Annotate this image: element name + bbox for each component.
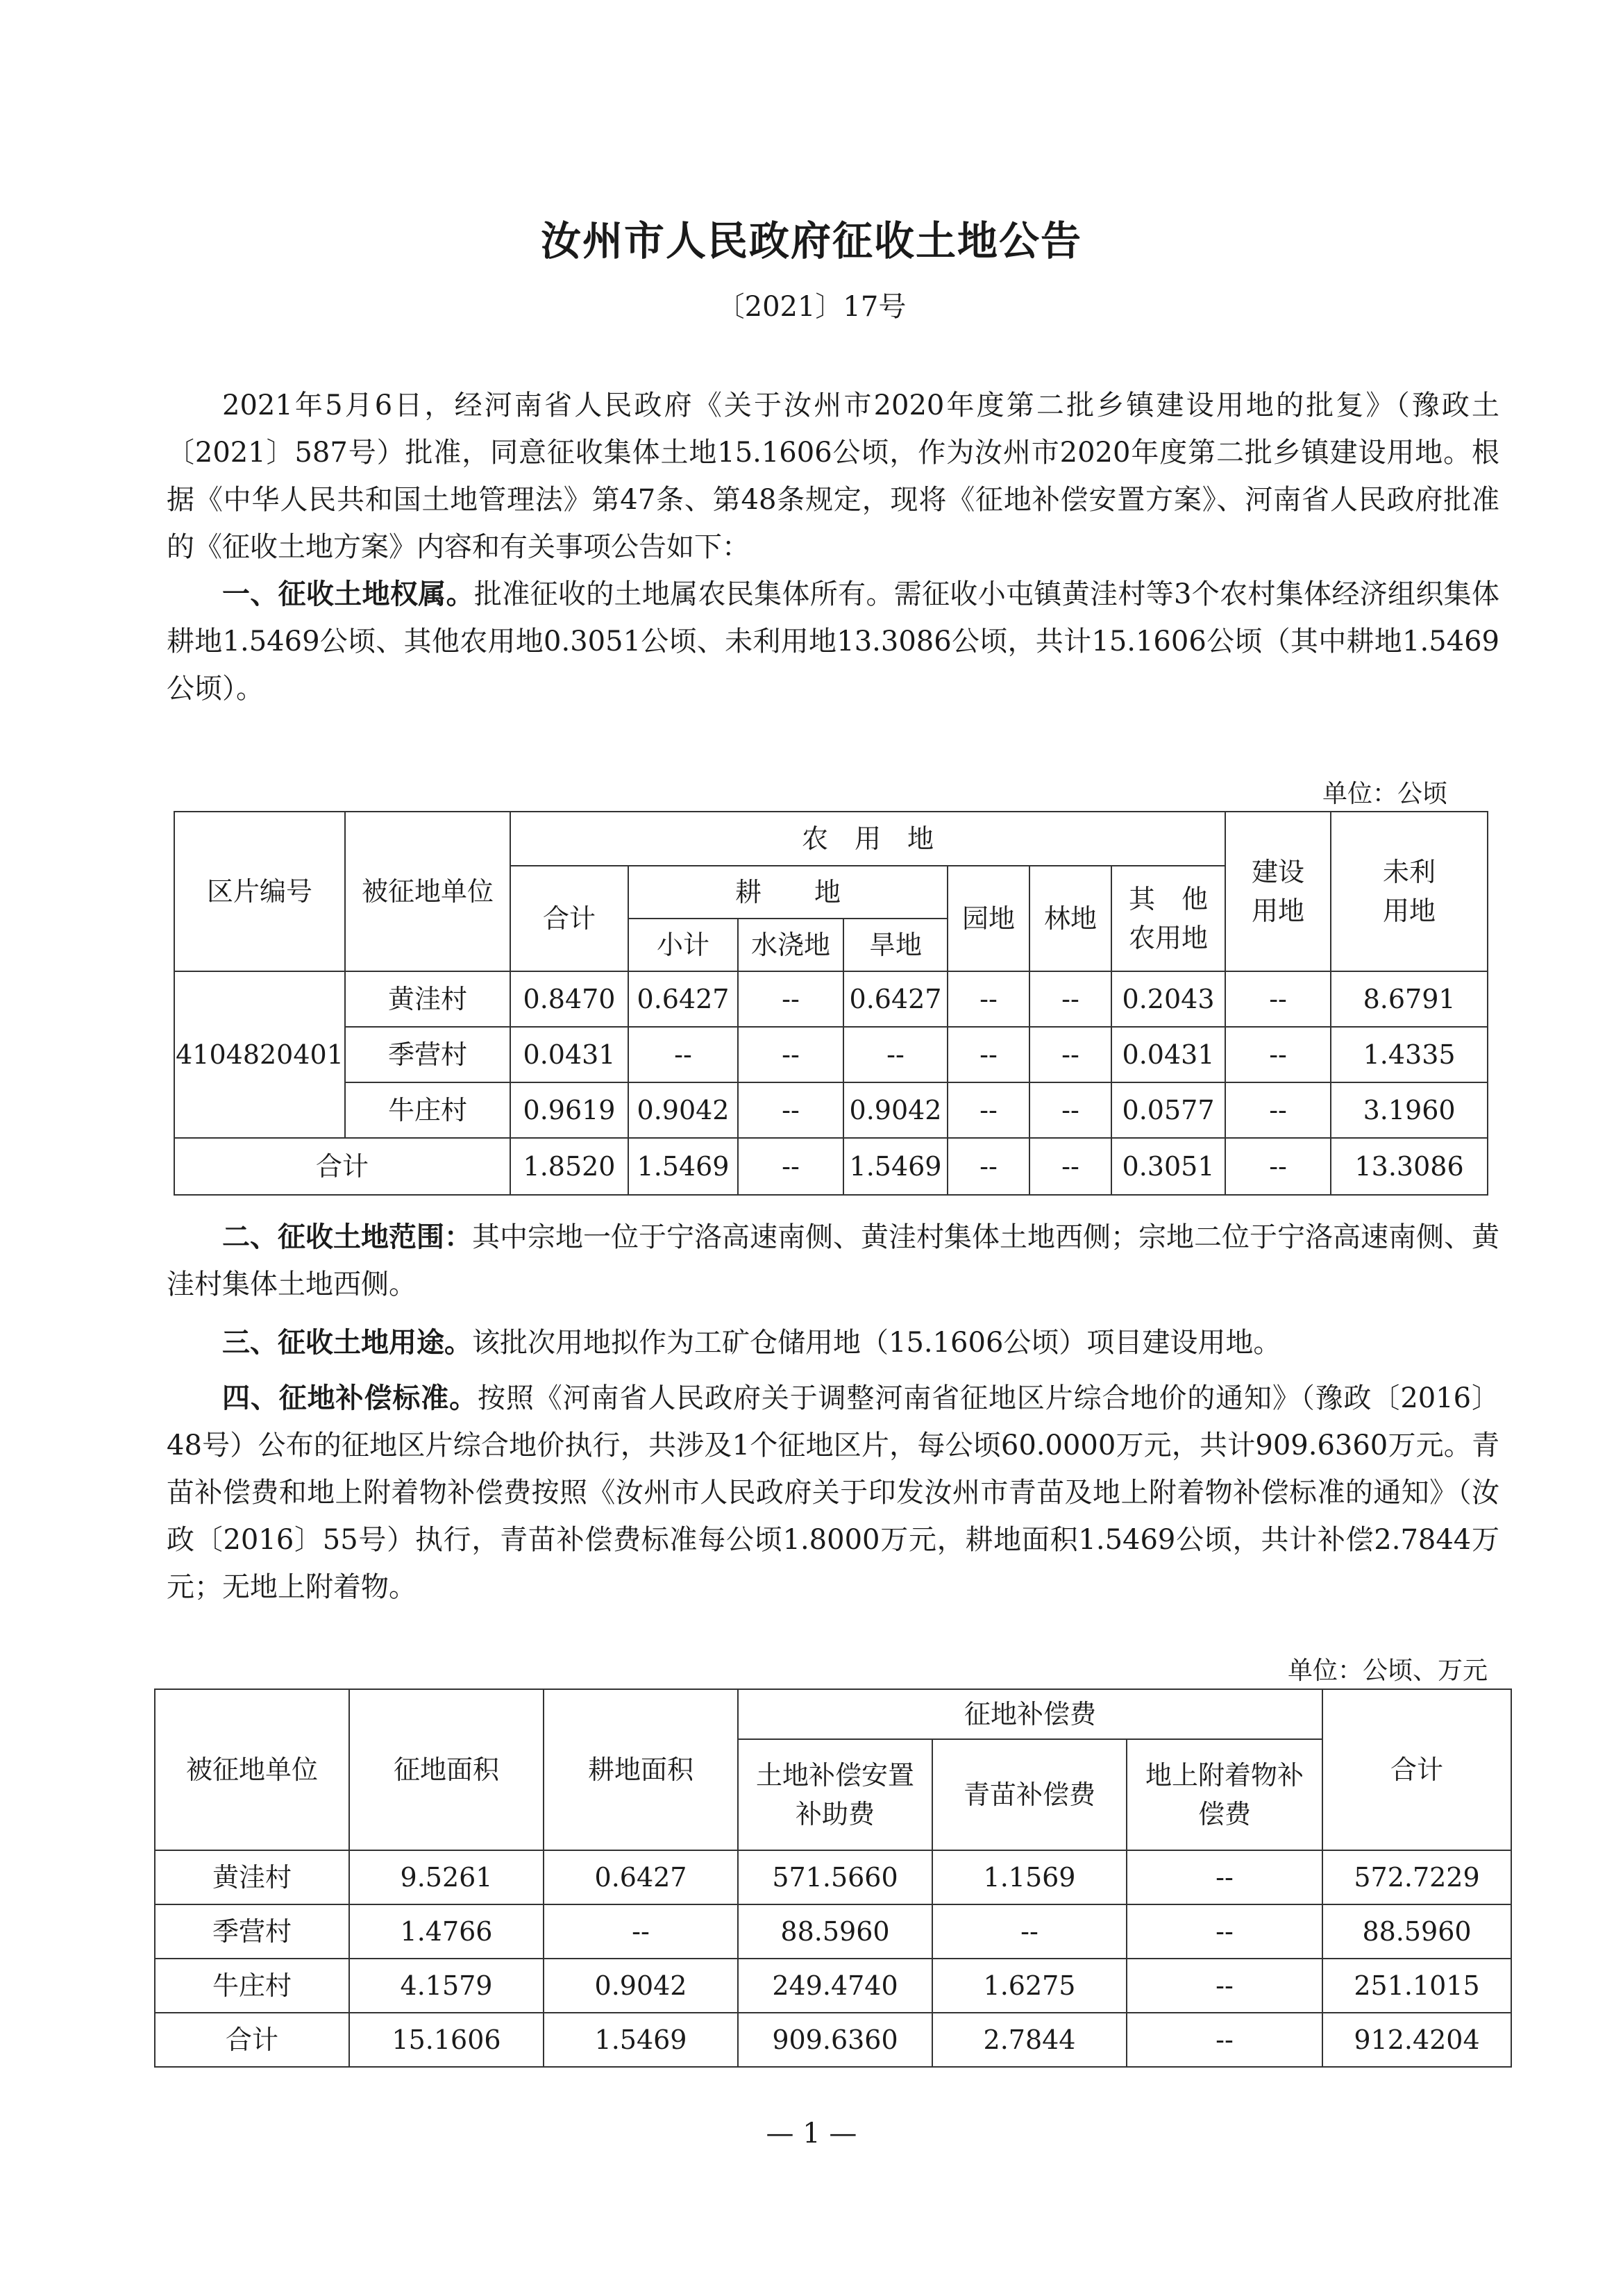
header-arable-subtotal: 小计 bbox=[628, 919, 738, 971]
header-dry-land: 旱地 bbox=[843, 919, 948, 971]
land-category-table bbox=[174, 811, 1488, 1196]
header-crop-compensation: 青苗补偿费 bbox=[932, 1739, 1127, 1850]
header-arable-area: 耕地面积 bbox=[544, 1689, 738, 1850]
block-id-cell: 4104820401 bbox=[174, 971, 345, 1138]
intro-paragraph: 2021年5月6日，经河南省人民政府《关于汝州市2020年度第二批乡镇建设用地的批复》（豫政土〔2021〕587号）批准，同意征收集体土地15.1606公顷，作为汝州市2020年度第二批乡镇建设用地。根据《中华人民共和国土地管理法》第47条、第48条规定，现将《征地补偿安置方案》、河南省人民政府批准的《征收土地方案》内容和有关事项公告如下： bbox=[167, 389, 1499, 563]
compensation-table bbox=[154, 1689, 1512, 2068]
header-attachment-compensation: 地上附着物补 偿费 bbox=[1127, 1739, 1322, 1850]
section-2-body: 其中宗地一位于宁洛高速南侧、黄洼村集体土地西侧；宗地二位于宁洛高速南侧、黄洼村集体土地西侧。 bbox=[167, 1221, 1499, 1300]
section-4-heading: 四、征地补偿标准。 bbox=[222, 1382, 478, 1414]
table-row: 黄洼村 9.5261 0.6427 571.5660 1.1569 -- 572.7229 bbox=[155, 1850, 1511, 1904]
header-agri-total: 合计 bbox=[510, 866, 628, 971]
header-compensation-fee: 征地补偿费 bbox=[738, 1689, 1322, 1739]
header-unused-land: 未利 用地 bbox=[1331, 812, 1488, 971]
table-row: 4104820401 黄洼村 0.8470 0.6427 -- 0.6427 -- -- 0.2043 -- 8.6791 bbox=[174, 971, 1488, 1027]
table-row: 季营村 0.0431 -- -- -- -- -- 0.0431 -- 1.4335 bbox=[174, 1027, 1488, 1082]
header-block-id: 区片编号 bbox=[174, 812, 345, 971]
section-4-paragraph bbox=[167, 1375, 1499, 1611]
header-acquired-area: 征地面积 bbox=[349, 1689, 544, 1850]
section-1-heading: 一、征收土地权属。 bbox=[222, 578, 474, 610]
header-garden: 园地 bbox=[948, 866, 1029, 971]
header-agricultural-land: 农 用 地 bbox=[510, 812, 1225, 866]
section-3-heading: 三、征收土地用途。 bbox=[222, 1326, 472, 1359]
section-2-heading: 二、征收土地范围： bbox=[222, 1221, 472, 1253]
header-forest: 林地 bbox=[1029, 866, 1111, 971]
section-3-body: 该批次用地拟作为工矿仓储用地（15.1606公顷）项目建设用地。 bbox=[472, 1327, 1281, 1359]
table1-unit-note: 单位：公顷 bbox=[1322, 780, 1448, 808]
section-1-body: 批准征收的土地属农民集体所有。需征收小屯镇黄洼村等3个农村集体经济组织集体耕地1.5469公顷、其他农用地0.3051公顷、未利用地13.3086公顷，共计15.1606公顷（其中耕地1.5469公顷）。 bbox=[167, 578, 1500, 705]
header-land-compensation: 土地补偿安置 补助费 bbox=[738, 1739, 932, 1850]
table2-unit-note: 单位：公顷、万元 bbox=[1288, 1657, 1488, 1685]
header-other-agri: 其 他 农用地 bbox=[1111, 866, 1225, 971]
section-1-paragraph bbox=[167, 571, 1499, 712]
page-title: 汝州市人民政府征收土地公告 bbox=[540, 217, 1082, 265]
table-row: 牛庄村 0.9619 0.9042 -- 0.9042 -- -- 0.0577 -- 3.1960 bbox=[174, 1082, 1488, 1138]
header-construction-land: 建设 用地 bbox=[1225, 812, 1331, 971]
header-total: 合计 bbox=[1322, 1689, 1511, 1850]
section-4-body: 按照《河南省人民政府关于调整河南省征地区片综合地价的通知》（豫政〔2016〕48号）公布的征地区片综合地价执行，共涉及1个征地区片，每公顷60.0000万元，共计909.6360万元。青苗补偿费和地上附着物补偿费按照《汝州市人民政府关于印发汝州市青苗及地上附着物补偿标准的通知》（汝政〔2016〕55号）执行，青苗补偿费标准每公顷1.8000万元，耕地面积1.5469公顷，共计补偿2.7844万元；无地上附着物。 bbox=[167, 1382, 1500, 1603]
header-arable-land: 耕 地 bbox=[628, 866, 948, 919]
header-land-unit: 被征地单位 bbox=[155, 1689, 349, 1850]
table-total-row: 合计 15.1606 1.5469 909.6360 2.7844 -- 912.4204 bbox=[155, 2013, 1511, 2067]
section-2-paragraph bbox=[167, 1214, 1499, 1308]
table-total-row: 合计 1.8520 1.5469 -- 1.5469 -- -- 0.3051 -- 13.3086 bbox=[174, 1138, 1488, 1195]
header-irrigated: 水浇地 bbox=[738, 919, 843, 971]
header-land-unit: 被征地单位 bbox=[345, 812, 510, 971]
page-number: — 1 — bbox=[766, 2118, 857, 2150]
table-row: 牛庄村 4.1579 0.9042 249.4740 1.6275 -- 251.1015 bbox=[155, 1959, 1511, 2013]
table-row: 季营村 1.4766 -- 88.5960 -- -- 88.5960 bbox=[155, 1904, 1511, 1959]
section-3-paragraph bbox=[167, 1319, 1499, 1366]
document-number: 〔2021〕17号 bbox=[716, 291, 907, 323]
